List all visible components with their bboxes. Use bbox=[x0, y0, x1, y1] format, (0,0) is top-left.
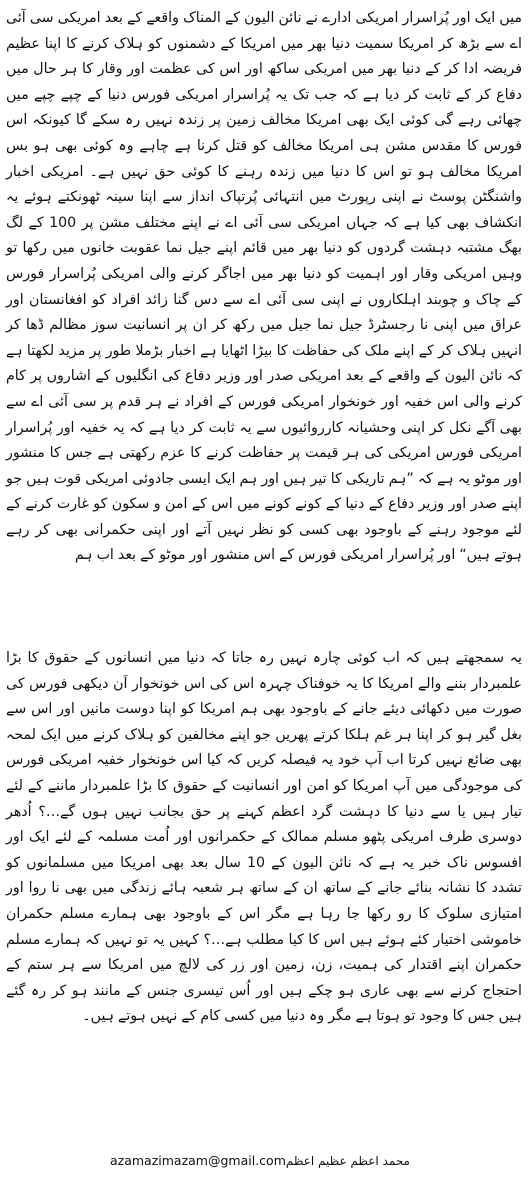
author-email: azamazimazam@gmail.com bbox=[110, 1153, 286, 1168]
author-name: محمد اعظم عظیم اعظم bbox=[285, 1154, 410, 1168]
article-paragraph-1: میں ایک اور پُراسرار امریکی ادارے نے نائن الیون کے المناک واقعے کے بعد امریکی سی آئی اے سے بڑھ کر امریکا سمیت دنیا بھر میں امریکا کے دشمنوں کو ہلاک کرنے کا اپنا عظیم فریضہ ادا کر کے دنیا بھر میں امریکی ساکھ اور اس کی عظمت اور وقار کا ہر حال میں دفاع کر کے ثابت کر دیا ہے کہ جب تک یہ پُراسرار امریکی فورس دنیا کے چپے چپے میں چھائی رہے گی کوئی ایک بھی امریکا مخالف زمین پر زندہ نہیں رہ سکے گا کیونکہ اس فورس کا مقدس مشن ہی امریکا مخالف کو قتل کرنا ہے چاہے وہ کوئی بھی ہو بس امریکا مخالف ہو تو اس کا دنیا میں زندہ رہنے کا کوئی حق نہیں ہے۔ امریکی اخبار واشنگٹن پوسٹ نے اپنی رپورٹ میں انتہائی پُرتپاک انداز سے اپنا سینہ ٹھونکتے ہوئے یہ انکشاف بھی کیا ہے کہ جہاں امریکی سی آئی اے نے اپنے مختلف مشن پر 100 کے لگ بھگ مشتبہ دہشت گردوں کو دنیا بھر میں قائم اپنے جیل نما عقوبت خانوں میں رکھا تو وہیں امریکی وقار اور اہمیت کو دنیا بھر میں اجاگر کرنے والی امریکی پُراسرار فورس کے چاک و چوبند اہلکاروں نے اپنی سی آئی اے سے دس گنا زائد افراد کو افغانستان اور عراق میں اپنی نا رجسٹرڈ جیل نما جیل میں رکھ کر ان پر انسانیت سوز مظالم ڈھا کر انہیں ہلاک کر کے اپنے ملک کی حفاظت کا بیڑا اٹھایا ہے اخبار بڑملا طور پر مزید لکھتا ہے کہ نائن الیون کے واقعے کے بعد امریکی صدر اور وزیر دفاع کی انگلیوں کے اشاروں پر کام کرنے والی اس خفیہ اور خونخوار امریکی فورس کے افراد نے ہر قدم پر سی آئی اے سے بھی آگے نکل کر اپنی وحشیانہ کارروائیوں سے یہ ثابت کر دیا ہے کہ یہ خفیہ اور پُراسرار امریکی فورس امریکی کی ہر قیمت پر حفاظت کرنے کا عزم رکھتی ہے جس کا منشور اور موٹو یہ ہے کہ ”ہم تاریکی کا تیر ہیں اور ہم ایک ایسی جادوئی امریکی قوت ہیں جو اپنے صدر اور وزیر دفاع کے دنیا کے کونے کونے میں اس کے امن و سکون کو غارت کرنے کے لئے موجود رہنے کے باوجود بھی کسی کو نظر نہیں آتے اور اپنی حکمرانی بھی کر رہے ہوتے ہیں“ اور پُراسرار امریکی فورس کے اس منشور اور موٹو کے بعد اب ہم bbox=[6, 10, 522, 564]
author-signature bbox=[100, 1152, 420, 1170]
article-paragraph-2: یہ سمجھتے ہیں کہ اب کوئی چارہ نہیں رہ جاتا کہ دنیا میں انسانوں کے حقوق کا بڑا علمبردار بننے والے امریکا کا یہ خوفناک چہرہ اس کی اس خونخوار اَن دیکھی فورس کی صورت میں دکھائی دیئے جانے کے باوجود بھی ہم امریکا کو اپنا دوست مانیں اور اس سے بغل گیر ہو کر اپنا ہر غم ہلکا کرتے پھریں جو اپنے مخالفین کو ہلاک کرنے میں ایک لمحہ بھی ضائع نہیں کرتا اب آپ خود یہ فیصلہ کریں کہ کیا اس خونخوار خفیہ امریکی فورس کی موجودگی میں آپ امریکا کو امن اور انسانیت کے حقوق کا بڑا علمبردار ماننے کے لئے تیار ہیں یا سے دنیا کا دہشت گرد اعظم کہنے پر حق بجانب نہیں ہوں گے…؟ اُدھر دوسری طرف امریکی پٹھو مسلم ممالک کے حکمرانوں اور اُمت مسلمہ کے لئے ایک اور افسوس ناک خبر یہ ہے کہ نائن الیون کے 10 سال بعد بھی امریکا میں مسلمانوں کو تشدد کا نشانہ بنائے جانے کے ساتھ ان کے ساتھ ہر شعبہ ہائے زندگی میں بھی نا روا اور امتیازی سلوک کا رو رکھا جا رہا ہے مگر اس کے باوجود بھی ہمارے مسلم حکمران خاموشی اختیار کئے ہوئے ہیں اس کا کیا مطلب ہے…؟ کہیں یہ تو نہیں کہ ہمارے مسلم حکمران اپنے اقتدار کی ہمیت، زن، زمین اور زر کی لالچ میں امریکا سے ہر ستم کے احتجاج کرنے سے بھی عاری ہو چکے ہیں اور اُس تیسری جنس کے مانند ہو کر رہ گئے ہیں جس کا وجود تو ہوتا ہے مگر وہ دنیا میں کسی کام کے نہیں ہوتے ہیں۔ bbox=[6, 650, 522, 1025]
